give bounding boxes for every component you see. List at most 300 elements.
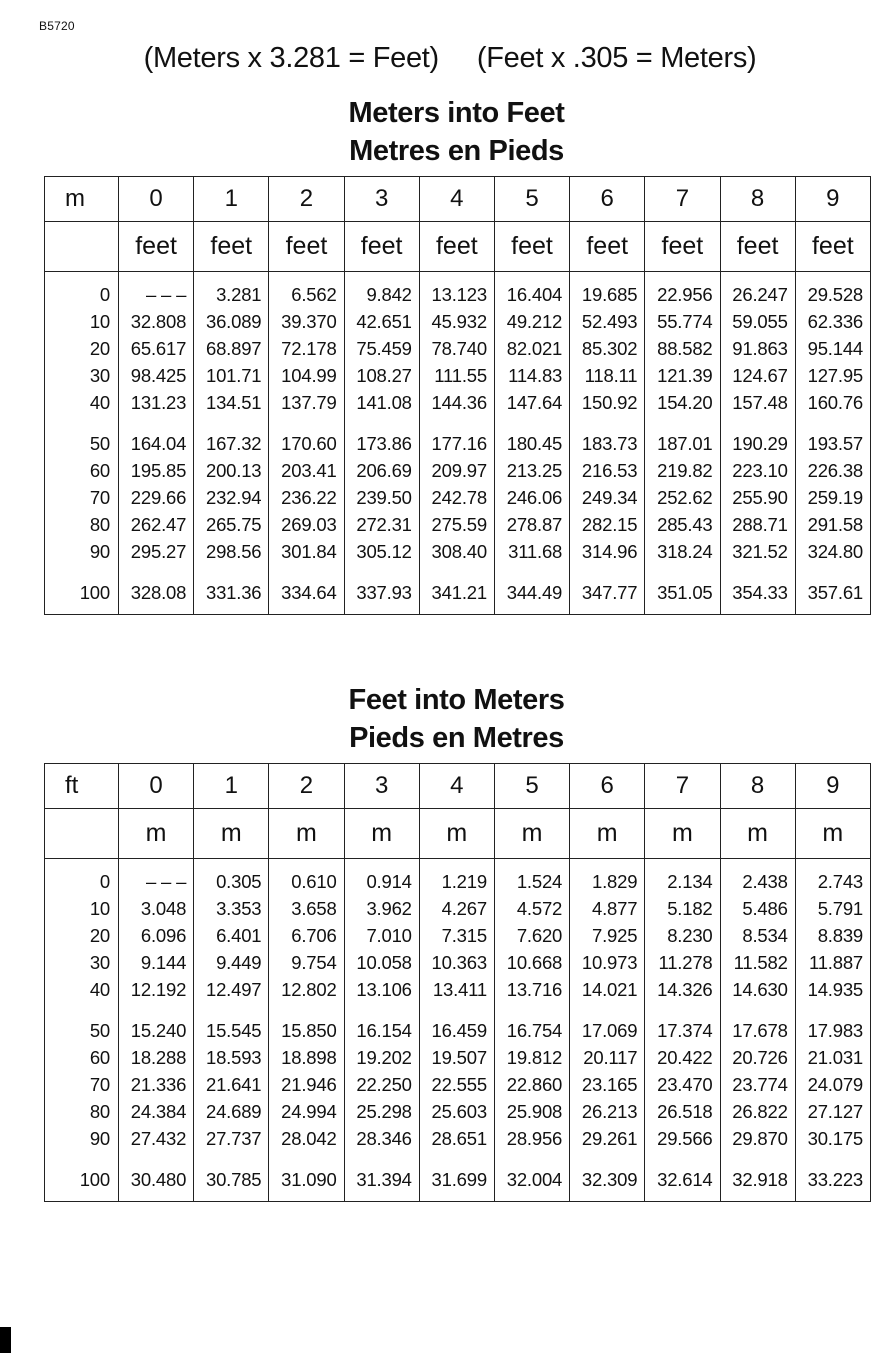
unit-column-header: m (419, 809, 494, 859)
row-header-unit: ft (45, 764, 119, 809)
table-cell: 147.64 (494, 389, 569, 430)
table-cell: 164.04 (119, 430, 194, 457)
table-cell: 19.507 (419, 1044, 494, 1071)
table-cell: 29.261 (570, 1125, 645, 1166)
row-label: 30 (89, 952, 110, 973)
table-cell: 334.64 (269, 579, 344, 615)
table-cell: 16.154 (344, 1017, 419, 1044)
table-cell: 21.336 (119, 1071, 194, 1098)
table-cell: 324.80 (795, 538, 870, 579)
table-row (45, 949, 871, 976)
table-cell: 28.042 (269, 1125, 344, 1166)
table-cell: 282.15 (570, 511, 645, 538)
table-cell: 13.411 (419, 976, 494, 1017)
table-cell: 22.555 (419, 1071, 494, 1098)
table-cell: 23.165 (570, 1071, 645, 1098)
table-cell: 27.737 (194, 1125, 269, 1166)
row-label: 50 (89, 1020, 110, 1041)
table-body (45, 859, 871, 1202)
table-cell: 318.24 (645, 538, 720, 579)
table-cell: 11.582 (720, 949, 795, 976)
table-cell: 311.68 (494, 538, 569, 579)
table-cell: 354.33 (720, 579, 795, 615)
table-cell: 127.95 (795, 362, 870, 389)
row-header-unit: m (45, 177, 119, 222)
table-cell: 26.247 (720, 272, 795, 309)
table-cell: 12.497 (194, 976, 269, 1017)
table-cell: 124.67 (720, 362, 795, 389)
digit-column-header: 6 (570, 764, 645, 809)
table-cell: 219.82 (645, 457, 720, 484)
table-cell: 22.250 (344, 1071, 419, 1098)
row-label: 70 (89, 1074, 110, 1095)
table-cell: 4.572 (494, 895, 569, 922)
table-cell: 183.73 (570, 430, 645, 457)
table-row (45, 538, 871, 579)
table-cell: 0.914 (344, 859, 419, 896)
row-label: 90 (89, 541, 110, 562)
table-cell: 3.281 (194, 272, 269, 309)
table-row (45, 511, 871, 538)
digit-column-header: 9 (795, 764, 870, 809)
digit-column-header: 7 (645, 764, 720, 809)
table-cell: 31.699 (419, 1166, 494, 1202)
table-cell: 12.192 (119, 976, 194, 1017)
table-cell: 14.326 (645, 976, 720, 1017)
table-cell: 232.94 (194, 484, 269, 511)
table-cell: 5.486 (720, 895, 795, 922)
table-cell: 22.860 (494, 1071, 569, 1098)
table-cell: 177.16 (419, 430, 494, 457)
table-cell: 337.93 (344, 579, 419, 615)
table-cell: 203.41 (269, 457, 344, 484)
row-label: 50 (89, 433, 110, 454)
meters-into-feet-title (0, 94, 894, 170)
title-english: Meters into Feet (348, 97, 565, 129)
table-cell: 351.05 (645, 579, 720, 615)
table-cell: 305.12 (344, 538, 419, 579)
digit-column-header: 8 (720, 764, 795, 809)
unit-header-blank (45, 809, 119, 859)
digit-header-row (45, 764, 871, 809)
table-cell: 11.278 (645, 949, 720, 976)
table-cell: 1.219 (419, 859, 494, 896)
table-row (45, 1125, 871, 1166)
table-cell: 272.31 (344, 511, 419, 538)
table-cell: 180.45 (494, 430, 569, 457)
digit-column-header: 5 (494, 764, 569, 809)
unit-column-header: m (494, 809, 569, 859)
table-cell: 17.678 (720, 1017, 795, 1044)
table-cell: 229.66 (119, 484, 194, 511)
digit-column-header: 9 (795, 177, 870, 222)
document-code: B5720 (39, 19, 75, 33)
table-cell: 213.25 (494, 457, 569, 484)
unit-header-row (45, 809, 871, 859)
row-label: 10 (89, 898, 110, 919)
row-label: 0 (99, 871, 110, 892)
table-cell: 88.582 (645, 335, 720, 362)
table-cell: 193.57 (795, 430, 870, 457)
table-cell: 23.470 (645, 1071, 720, 1098)
table-cell: 24.689 (194, 1098, 269, 1125)
table-row (45, 579, 871, 615)
corner-registration-mark (0, 1327, 11, 1353)
table-cell: 5.182 (645, 895, 720, 922)
table-cell: 21.031 (795, 1044, 870, 1071)
digit-column-header: 3 (344, 764, 419, 809)
table-cell: 1.524 (494, 859, 569, 896)
unit-column-header: feet (344, 222, 419, 272)
digit-column-header: 2 (269, 177, 344, 222)
table-cell: 242.78 (419, 484, 494, 511)
table-cell: 9.754 (269, 949, 344, 976)
table-cell: 30.785 (194, 1166, 269, 1202)
table-row (45, 922, 871, 949)
table-cell: 29.566 (645, 1125, 720, 1166)
table-cell: 298.56 (194, 538, 269, 579)
table-cell: 25.298 (344, 1098, 419, 1125)
unit-column-header: feet (419, 222, 494, 272)
table-cell: 167.32 (194, 430, 269, 457)
table-cell: 95.144 (795, 335, 870, 362)
table-cell: 114.83 (494, 362, 569, 389)
unit-column-header: m (194, 809, 269, 859)
table-cell: 3.353 (194, 895, 269, 922)
digit-column-header: 1 (194, 764, 269, 809)
table-row (45, 976, 871, 1017)
row-label: 20 (89, 925, 110, 946)
unit-column-header: m (720, 809, 795, 859)
table-cell: 6.096 (119, 922, 194, 949)
table-cell: 278.87 (494, 511, 569, 538)
table-cell: 17.983 (795, 1017, 870, 1044)
table-row (45, 484, 871, 511)
table-cell: 246.06 (494, 484, 569, 511)
table-cell: 236.22 (269, 484, 344, 511)
table-cell: 8.839 (795, 922, 870, 949)
table-cell: 17.069 (570, 1017, 645, 1044)
row-label: 100 (79, 582, 110, 603)
table-cell: 262.47 (119, 511, 194, 538)
table-cell: 314.96 (570, 538, 645, 579)
table-row (45, 1071, 871, 1098)
unit-column-header: feet (570, 222, 645, 272)
table-cell: 25.603 (419, 1098, 494, 1125)
table-cell: 28.956 (494, 1125, 569, 1166)
formula-feet-to-meters: (Feet x .305 = Meters) (476, 42, 757, 74)
table-cell: 357.61 (795, 579, 870, 615)
table-cell: 17.374 (645, 1017, 720, 1044)
table-cell: 82.021 (494, 335, 569, 362)
title-french: Pieds en Metres (349, 722, 564, 754)
table-cell: 49.212 (494, 308, 569, 335)
table-row (45, 1017, 871, 1044)
table-cell: 134.51 (194, 389, 269, 430)
table-cell: 0.305 (194, 859, 269, 896)
table-cell: 98.425 (119, 362, 194, 389)
table-cell: 347.77 (570, 579, 645, 615)
table-cell: 32.808 (119, 308, 194, 335)
digit-column-header: 7 (645, 177, 720, 222)
table-cell: 173.86 (344, 430, 419, 457)
table-cell: 11.887 (795, 949, 870, 976)
table-cell: 10.363 (419, 949, 494, 976)
table-cell: 206.69 (344, 457, 419, 484)
table-cell: 16.459 (419, 1017, 494, 1044)
table-cell: 45.932 (419, 308, 494, 335)
table-cell: 328.08 (119, 579, 194, 615)
table-cell: 42.651 (344, 308, 419, 335)
unit-column-header: m (570, 809, 645, 859)
table-cell: 21.946 (269, 1071, 344, 1098)
table-cell: 331.36 (194, 579, 269, 615)
table-cell: 150.92 (570, 389, 645, 430)
table-cell: 288.71 (720, 511, 795, 538)
table-cell: 200.13 (194, 457, 269, 484)
table-cell: 55.774 (645, 308, 720, 335)
table-cell: 7.925 (570, 922, 645, 949)
digit-column-header: 4 (419, 177, 494, 222)
table-cell: 9.144 (119, 949, 194, 976)
row-label: 10 (89, 311, 110, 332)
row-label: 40 (89, 979, 110, 1000)
table-cell: 26.518 (645, 1098, 720, 1125)
table-cell: 7.620 (494, 922, 569, 949)
table-cell: 3.658 (269, 895, 344, 922)
table-cell: 265.75 (194, 511, 269, 538)
table-cell: 32.614 (645, 1166, 720, 1202)
table-cell: 30.175 (795, 1125, 870, 1166)
table-cell: 170.60 (269, 430, 344, 457)
table-cell: 19.202 (344, 1044, 419, 1071)
table-row (45, 308, 871, 335)
row-label: 60 (89, 1047, 110, 1068)
table-cell: 8.230 (645, 922, 720, 949)
table-cell: 32.918 (720, 1166, 795, 1202)
table-cell: 19.812 (494, 1044, 569, 1071)
table-cell: 29.870 (720, 1125, 795, 1166)
table-cell: 65.617 (119, 335, 194, 362)
table-cell: 32.004 (494, 1166, 569, 1202)
table-cell: 28.346 (344, 1125, 419, 1166)
table-cell: 13.106 (344, 976, 419, 1017)
digit-column-header: 2 (269, 764, 344, 809)
table-cell: 10.058 (344, 949, 419, 976)
table-row (45, 1044, 871, 1071)
row-label: 40 (89, 392, 110, 413)
table-cell: 13.123 (419, 272, 494, 309)
digit-column-header: 4 (419, 764, 494, 809)
unit-column-header: feet (494, 222, 569, 272)
table-row (45, 362, 871, 389)
table-cell: 141.08 (344, 389, 419, 430)
table-cell: 10.973 (570, 949, 645, 976)
table-row (45, 335, 871, 362)
digit-column-header: 3 (344, 177, 419, 222)
table-cell: 15.850 (269, 1017, 344, 1044)
table-cell: 216.53 (570, 457, 645, 484)
row-label: 60 (89, 460, 110, 481)
row-label: 80 (89, 514, 110, 535)
table-cell: 6.706 (269, 922, 344, 949)
digit-column-header: 1 (194, 177, 269, 222)
table-cell: 301.84 (269, 538, 344, 579)
table-cell: 29.528 (795, 272, 870, 309)
table-cell: 68.897 (194, 335, 269, 362)
table-cell: 13.716 (494, 976, 569, 1017)
table-cell: 285.43 (645, 511, 720, 538)
table-row (45, 1098, 871, 1125)
table-cell: 18.898 (269, 1044, 344, 1071)
table-cell: 259.19 (795, 484, 870, 511)
digit-column-header: 5 (494, 177, 569, 222)
table-body (45, 272, 871, 615)
table-cell: 111.55 (419, 362, 494, 389)
table-cell: 190.29 (720, 430, 795, 457)
table-cell: 154.20 (645, 389, 720, 430)
unit-header-row (45, 222, 871, 272)
table-cell: 27.432 (119, 1125, 194, 1166)
table-cell: 249.34 (570, 484, 645, 511)
table-cell: 2.743 (795, 859, 870, 896)
table-cell: 275.59 (419, 511, 494, 538)
table-cell: 2.134 (645, 859, 720, 896)
table-cell: 25.908 (494, 1098, 569, 1125)
row-label: 30 (89, 365, 110, 386)
table-cell: 24.079 (795, 1071, 870, 1098)
table-cell: 20.422 (645, 1044, 720, 1071)
unit-header-blank (45, 222, 119, 272)
table-cell: 15.240 (119, 1017, 194, 1044)
table-cell: 33.223 (795, 1166, 870, 1202)
unit-column-header: feet (194, 222, 269, 272)
table-cell: 6.562 (269, 272, 344, 309)
table-cell: 36.089 (194, 308, 269, 335)
table-cell: 10.668 (494, 949, 569, 976)
table-cell: 308.40 (419, 538, 494, 579)
table-cell: 30.480 (119, 1166, 194, 1202)
table-cell: 209.97 (419, 457, 494, 484)
table-cell: 14.935 (795, 976, 870, 1017)
formula-meters-to-feet: (Meters x 3.281 = Feet) (143, 42, 439, 74)
table-cell: 255.90 (720, 484, 795, 511)
unit-column-header: m (795, 809, 870, 859)
table-cell: 7.010 (344, 922, 419, 949)
table-cell: 101.71 (194, 362, 269, 389)
table-cell: 226.38 (795, 457, 870, 484)
row-label: 90 (89, 1128, 110, 1149)
table-cell: 131.23 (119, 389, 194, 430)
table-cell: 21.641 (194, 1071, 269, 1098)
unit-column-header: feet (795, 222, 870, 272)
unit-column-header: feet (720, 222, 795, 272)
table-row (45, 457, 871, 484)
table-cell: 18.288 (119, 1044, 194, 1071)
table-cell: 269.03 (269, 511, 344, 538)
table-cell: 104.99 (269, 362, 344, 389)
table-cell: 187.01 (645, 430, 720, 457)
table-cell: 16.404 (494, 272, 569, 309)
table-cell: – – – (119, 272, 194, 309)
table-cell: 62.336 (795, 308, 870, 335)
table-cell: 20.117 (570, 1044, 645, 1071)
table-cell: 39.370 (269, 308, 344, 335)
table-cell: 3.962 (344, 895, 419, 922)
table-cell: 1.829 (570, 859, 645, 896)
table-cell: 18.593 (194, 1044, 269, 1071)
table-cell: 223.10 (720, 457, 795, 484)
table-cell: 19.685 (570, 272, 645, 309)
table-cell: 24.994 (269, 1098, 344, 1125)
row-label: 20 (89, 338, 110, 359)
table-cell: 144.36 (419, 389, 494, 430)
unit-column-header: m (269, 809, 344, 859)
row-label: 0 (99, 284, 110, 305)
table-cell: 91.863 (720, 335, 795, 362)
digit-column-header: 0 (119, 177, 194, 222)
table-row (45, 1166, 871, 1202)
table-cell: 239.50 (344, 484, 419, 511)
title-french: Metres en Pieds (349, 135, 564, 167)
table-row (45, 389, 871, 430)
digit-column-header: 0 (119, 764, 194, 809)
table-cell: 15.545 (194, 1017, 269, 1044)
table-cell: 23.774 (720, 1071, 795, 1098)
table-cell: 14.630 (720, 976, 795, 1017)
table-cell: 108.27 (344, 362, 419, 389)
unit-column-header: feet (645, 222, 720, 272)
table-cell: 28.651 (419, 1125, 494, 1166)
meters-to-feet-table (44, 176, 871, 615)
row-label: 100 (79, 1169, 110, 1190)
table-cell: 157.48 (720, 389, 795, 430)
table-cell: 2.438 (720, 859, 795, 896)
table-cell: 22.956 (645, 272, 720, 309)
table-cell: 12.802 (269, 976, 344, 1017)
unit-column-header: m (344, 809, 419, 859)
table-cell: 9.842 (344, 272, 419, 309)
table-cell: 32.309 (570, 1166, 645, 1202)
table-cell: – – – (119, 859, 194, 896)
table-cell: 321.52 (720, 538, 795, 579)
table-cell: 291.58 (795, 511, 870, 538)
title-english: Feet into Meters (348, 684, 565, 716)
table-cell: 4.267 (419, 895, 494, 922)
table-cell: 14.021 (570, 976, 645, 1017)
table-cell: 6.401 (194, 922, 269, 949)
row-label: 80 (89, 1101, 110, 1122)
table-cell: 31.090 (269, 1166, 344, 1202)
table-cell: 27.127 (795, 1098, 870, 1125)
digit-column-header: 6 (570, 177, 645, 222)
table-cell: 8.534 (720, 922, 795, 949)
table-cell: 85.302 (570, 335, 645, 362)
table-cell: 160.76 (795, 389, 870, 430)
table-cell: 26.213 (570, 1098, 645, 1125)
unit-column-header: feet (269, 222, 344, 272)
table-cell: 20.726 (720, 1044, 795, 1071)
table-row (45, 272, 871, 309)
unit-column-header: m (119, 809, 194, 859)
table-cell: 344.49 (494, 579, 569, 615)
table-cell: 75.459 (344, 335, 419, 362)
row-label: 70 (89, 487, 110, 508)
table-cell: 26.822 (720, 1098, 795, 1125)
table-cell: 5.791 (795, 895, 870, 922)
table-cell: 3.048 (119, 895, 194, 922)
unit-column-header: feet (119, 222, 194, 272)
